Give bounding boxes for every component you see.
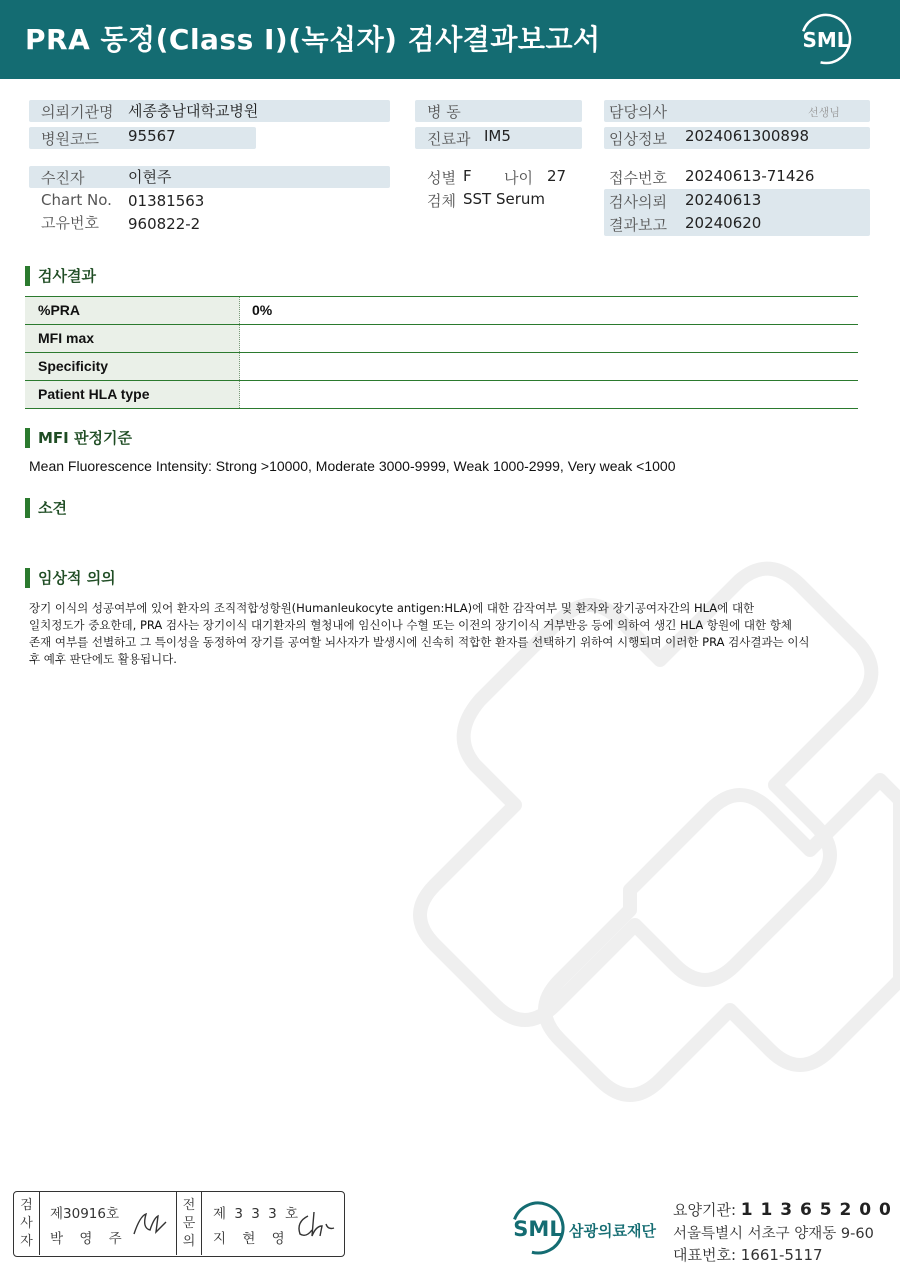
specialist-label-text: 전문의 [182,1198,196,1249]
tester-signature-icon [130,1208,170,1242]
sml-logo-icon [798,12,854,66]
svg-text:삼광의료재단: 삼광의료재단 [569,1222,656,1240]
tester-label-text: 검사자 [20,1198,33,1249]
dept-value: IM5 [484,127,511,145]
care-code-value: 1 1 3 6 5 2 0 0 [740,1200,892,1220]
footer-sml-logo-icon [511,1198,661,1258]
specimen-value: SST Serum [463,190,546,208]
tester-name: 박 영 주 [50,1231,128,1247]
specialist-name: 지 현 영 [213,1231,291,1247]
result-value [240,353,858,380]
tester-number: 제30916호 [50,1206,120,1222]
chart-label: Chart No. [41,191,112,209]
table-row [25,353,858,381]
care-code-label: 요양기관: [673,1201,737,1219]
report-header [0,0,900,79]
institution-value: 세종충남대학교병원 [128,102,259,120]
clinical-section-title: 임상적 의의 [25,568,116,588]
result-key: Specificity [25,353,240,380]
sex-value: F [463,167,472,185]
clinical-line: 존재 여부를 선별하고 그 특이성을 동정하여 장기를 공여할 뇌사자가 발생시에 신속히 적합한 환자를 선택하기 위하여 시행되며 이러한 PRA 검사결과는 이식 [29,635,810,649]
clinical-line: 일치정도가 중요한데, PRA 검사는 장기이식 대기환자의 혈청내에 임신이나 수혈 또는 이전의 장기이식 거부반응 등에 의하여 생긴 HLA 항원에 대한 항체 [29,618,792,632]
svg-text:SML: SML [802,28,850,52]
institution-label: 의뢰기관명 [41,103,114,121]
result-value [240,325,858,352]
result-key: Patient HLA type [25,381,240,408]
sex-label: 성별 [427,169,456,187]
clinical-line: 후 예후 판단에도 활용됩니다. [29,652,177,666]
result-section-title: 검사결과 [25,266,96,286]
table-row [25,325,858,353]
phone-label: 대표번호: [673,1246,737,1264]
ward-label: 병 동 [427,103,461,121]
report-label: 결과보고 [609,216,667,234]
specialist-label [176,1192,202,1255]
result-value: 0% [252,302,273,318]
receipt-label: 접수번호 [609,169,667,187]
table-row [25,381,858,409]
phone [673,1244,823,1265]
hospital-code-label: 병원코드 [41,130,99,148]
care-code [673,1199,892,1220]
clinical-info-value: 2024061300898 [685,127,810,145]
opinion-section-title: 소견 [25,498,67,518]
svg-text:SML: SML [513,1217,563,1241]
result-key: %PRA [25,297,240,324]
report-title: PRA 동정(Class I)(녹십자) 검사결과보고서 [25,23,601,56]
mfi-criteria-text: Mean Fluorescence Intensity: Strong >10000, Moderate 3000-9999, Weak 1000-2999, Very weak <1000 [29,458,676,474]
clinical-info-label: 임상정보 [609,130,667,148]
dept-label: 진료과 [427,130,471,148]
clinical-significance-text [29,600,859,668]
specialist-number: 제 3 3 3 호 [213,1206,301,1222]
specialist-signature-icon [294,1208,338,1242]
report-value: 20240620 [685,214,762,232]
signature-box [13,1191,345,1257]
doctor-value: 선생님 [808,106,840,119]
patient-value: 이현주 [128,168,172,186]
unique-label: 고유번호 [41,214,99,232]
patient-label: 수진자 [41,169,85,187]
chart-value: 01381563 [128,192,205,210]
result-value [240,381,858,408]
clinical-line: 장기 이식의 성공여부에 있어 환자의 조직적합성항원(Humanleukocyte antigen:HLA)에 대한 감작여부 및 환자와 장기공여자간의 HLA에 대한 [29,601,755,615]
age-value: 27 [547,167,567,185]
age-label: 나이 [504,169,533,187]
request-label: 검사의뢰 [609,193,667,211]
unique-value: 960822-2 [128,215,201,233]
result-key: MFI max [25,325,240,352]
doctor-label: 담당의사 [609,103,667,121]
hospital-code-value: 95567 [128,127,176,145]
tester-label [14,1192,40,1255]
address: 서울특별시 서초구 양재동 9-60 [673,1226,874,1242]
mfi-section-title: MFI 판정기준 [25,428,132,448]
phone-value: 1661-5117 [740,1246,823,1264]
result-table [25,296,858,409]
request-value: 20240613 [685,191,762,209]
table-row [25,297,858,325]
specimen-label: 검체 [427,192,456,210]
receipt-value: 20240613-71426 [685,167,815,185]
